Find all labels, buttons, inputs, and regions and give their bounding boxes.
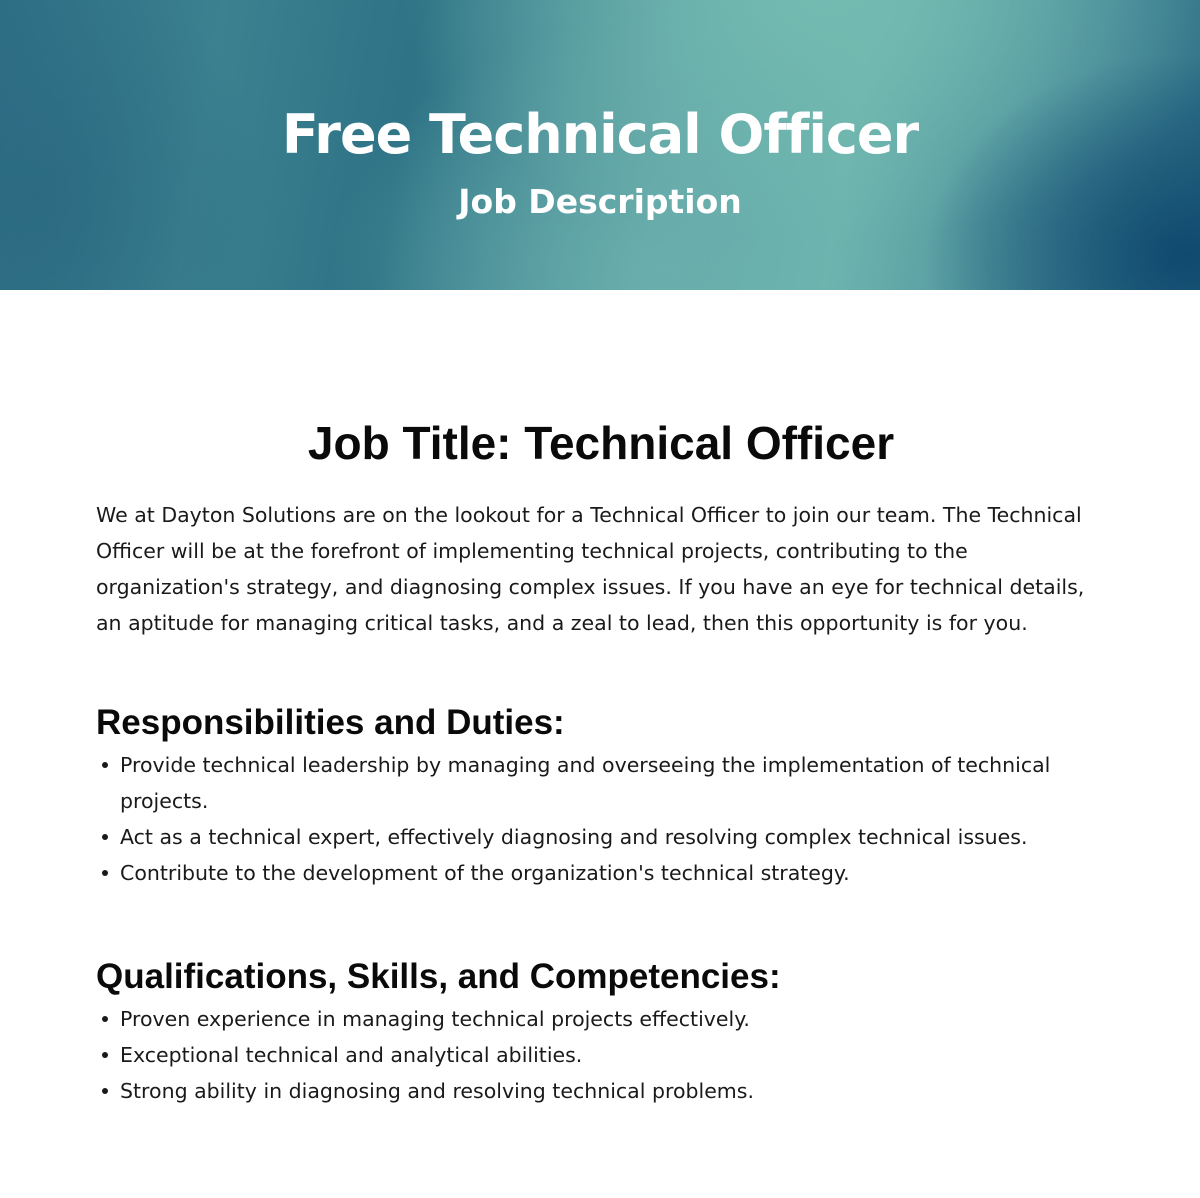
- document-body: [96, 412, 1106, 1109]
- qualifications-list: [96, 1001, 1106, 1109]
- intro-paragraph: We at Dayton Solutions are on the lookout for a Technical Officer to join our team. The Technical Officer will be at the forefront of implementing technical projects, contributing to the organization's strategy, and diagnosing complex issues. If you have an eye for technical details, an aptitude for managing critical tasks, and a zeal to lead, then this opportunity is for you.: [96, 503, 1085, 635]
- job-title: Job Title: Technical Officer: [307, 417, 895, 469]
- banner-title: Free Technical Officer: [281, 103, 919, 166]
- responsibility-item: Act as a technical expert, effectively diagnosing and resolving complex technical issues.: [96, 819, 1106, 855]
- qualifications-heading: Qualifications, Skills, and Competencies:: [96, 957, 781, 996]
- header-banner: [0, 0, 1200, 290]
- qualification-item: Exceptional technical and analytical abilities.: [96, 1037, 1106, 1073]
- responsibility-item: Contribute to the development of the organization's technical strategy.: [96, 855, 1106, 891]
- responsibility-item: Provide technical leadership by managing and overseeing the implementation of technical projects.: [96, 747, 1106, 819]
- responsibilities-heading: Responsibilities and Duties:: [96, 703, 565, 742]
- banner-subtitle: Job Description: [458, 182, 742, 221]
- responsibilities-list: [96, 747, 1106, 891]
- qualification-item: Strong ability in diagnosing and resolving technical problems.: [96, 1073, 1106, 1109]
- qualification-item: Proven experience in managing technical projects effectively.: [96, 1001, 1106, 1037]
